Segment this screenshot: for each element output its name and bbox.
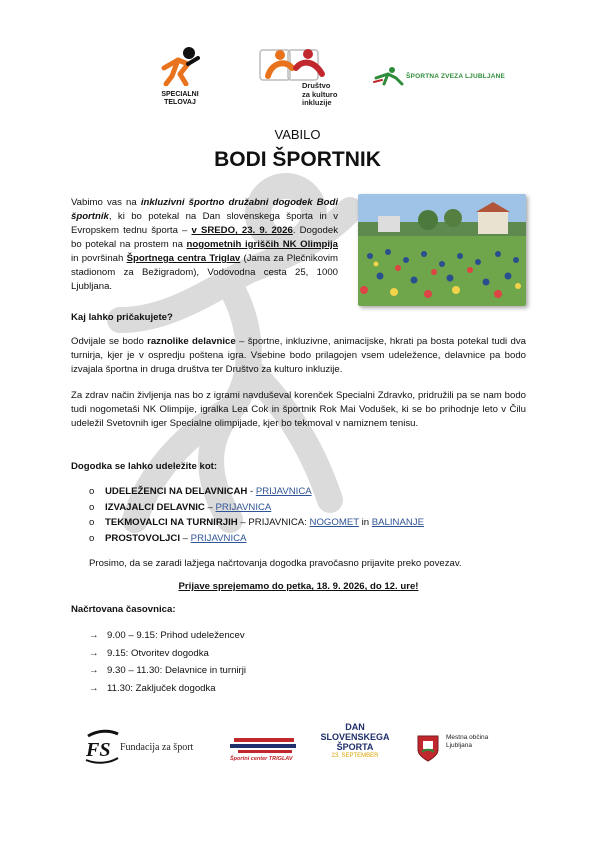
dan-label-1: DAN xyxy=(345,722,365,732)
document-kicker: VABILO xyxy=(274,127,321,142)
bullet-mark: o xyxy=(89,517,95,528)
triglav-label: Športni center TRIGLAV xyxy=(230,756,293,762)
prijavnica-link-izvajalci[interactable]: PRIJAVNICA xyxy=(215,501,272,513)
expect-paragraph-1 xyxy=(71,335,526,377)
schedule-item: 9.00 – 9.15: Prihod udeležencev xyxy=(107,630,245,641)
dan-slovenskega-sporta-logo xyxy=(320,722,390,774)
bullet-mark: o xyxy=(89,486,95,497)
sportni-center-triglav-logo xyxy=(230,734,300,766)
attend-note: Prosimo, da se zaradi lažjega načrtovanja dogodka pravočasno prijavite preko povezav. xyxy=(89,558,462,569)
telovaj-label-2: TELOVAJ xyxy=(164,99,196,106)
list-item xyxy=(71,484,526,500)
mol-label-2: Ljubljana xyxy=(446,742,473,749)
intro-text-5: . Dogodek bo potekal na prostem na xyxy=(71,225,339,250)
expect-p1-a: Odvijale se bodo xyxy=(71,336,148,347)
telovaj-figure-icon xyxy=(158,46,202,86)
telovaj-label-1: SPECIALNI xyxy=(161,91,199,98)
specialni-telovaj-logo xyxy=(150,46,210,112)
drustvo-label-2: za kulturo inkluzije xyxy=(302,89,338,107)
intro-text-3: , ki bo potekal na Dan slovenskega športa in v Evropskem tednu športa – xyxy=(71,211,338,236)
attend-item-label: IZVAJALCI DELAVNIC xyxy=(105,501,205,513)
arrow-icon: → xyxy=(89,665,99,676)
list-item xyxy=(71,500,526,516)
arrow-icon: → xyxy=(89,630,99,641)
triglav-bars-icon xyxy=(230,734,300,754)
list-item xyxy=(71,515,526,531)
schedule-item: 9.15: Otvoritev dogodka xyxy=(107,647,209,659)
intro-date: v SREDO, 23. 9. 2026 xyxy=(191,225,293,236)
fs-monogram-icon xyxy=(84,728,120,764)
intro-text-7: in površinah xyxy=(71,253,127,264)
intro-paragraph xyxy=(71,196,338,294)
svg-text:FS: FS xyxy=(86,739,111,761)
expect-heading xyxy=(71,311,526,325)
deadline xyxy=(71,580,526,594)
szl-label: ŠPORTNA ZVEZA LJUBLJANE xyxy=(406,73,506,80)
arrow-icon: → xyxy=(89,682,99,694)
attend-item-sep: – xyxy=(204,501,216,513)
deadline-text: Prijave sprejemamo do petka, 18. 9. 2026, do 12. ure! xyxy=(178,581,419,592)
drustvo-label-1: Društvo xyxy=(302,81,331,90)
mol-label-1: Mestna občina xyxy=(446,734,489,741)
intro-venue-2: Športnega centra Triglav xyxy=(126,253,241,264)
nogomet-link[interactable]: NOGOMET xyxy=(309,517,359,528)
attend-heading-text: Dogodka se lahko udeležite kot: xyxy=(71,461,218,472)
schedule-item: 9.30 – 11.30: Delavnice in turnirji xyxy=(107,665,247,676)
attend-heading xyxy=(71,460,526,474)
expect-paragraph-2: Za zdrav način življenja nas bo z igrami navduševal korenček Specialni Zdravko, pridružili pa se nam bodo tudi nogometaši NK Olimpije, igralka Lea Cok in športnik Rok Mai Vodušek, ki se bo prihodnje leto v Čilu udeležil Svetovnih iger Specialne olimpijade, kjer bo tekmoval v namiznem tenisu. xyxy=(71,390,526,429)
attend-list xyxy=(71,484,526,546)
fundacija-za-sport-logo xyxy=(84,728,204,764)
dan-label-2: SLOVENSKEGA xyxy=(320,732,390,742)
list-item xyxy=(71,645,526,663)
attend-item-label: UDELEŽENCI NA DELAVNICAH xyxy=(105,486,248,497)
schedule-list xyxy=(71,627,526,697)
schedule-item: 11.30: Zaključek dogodka xyxy=(107,682,216,694)
prijavnica-link-prostovoljci[interactable]: PRIJAVNICA xyxy=(190,532,247,544)
running-figure-icon xyxy=(372,66,404,86)
ljubljana-coat-of-arms-icon xyxy=(416,734,440,762)
prijavnica-link-udelezenci[interactable]: PRIJAVNICA xyxy=(255,486,312,497)
attend-item-join: in xyxy=(358,517,372,528)
dan-label-4: 23. SEPTEMBER xyxy=(331,753,379,759)
expect-p1-c: – športne, inkluzivne, animacijske, hkrati pa bosta potekal tudi dva turnirja, kjer je v ospredju poštena igra. Vsebine bodo prilagojen vsem udeležence, delavnice pa bodo izvajala športna in druga društva ter Društvo za kulturo inkluzije. xyxy=(71,336,526,375)
puzzle-people-icon xyxy=(258,46,350,86)
intro-event-name: inkluzivni športno družabni dogodek Bodi športnik xyxy=(71,197,338,222)
arrow-icon: → xyxy=(89,647,99,659)
list-item xyxy=(71,531,526,547)
attend-item-sep: – xyxy=(180,532,191,544)
attend-item-label: PROSTOVOLJCI xyxy=(105,532,180,544)
bullet-mark: o xyxy=(89,532,95,544)
schedule-heading xyxy=(71,603,526,617)
drustvo-label xyxy=(302,82,350,108)
event-photo xyxy=(358,194,526,306)
schedule-heading-text: Načrtovana časovnica: xyxy=(71,604,176,615)
sportna-zveza-ljubljane-logo xyxy=(372,66,512,86)
document-title: BODI ŠPORTNIK xyxy=(214,148,381,171)
attend-item-sep: – PRIJAVNICA: xyxy=(237,517,310,528)
fundacija-label: Fundacija za šport xyxy=(120,742,194,753)
balinanje-link[interactable]: BALINANJE xyxy=(371,517,424,528)
intro-text-1: Vabimo vas na xyxy=(71,197,141,208)
list-item xyxy=(71,627,526,645)
bullet-mark: o xyxy=(89,501,95,513)
expect-heading-text: Kaj lahko pričakujete? xyxy=(71,312,173,323)
drustvo-kultura-inkluzije-logo xyxy=(258,46,350,112)
intro-text-9: (Jama za Plečnikovim stadionom za Bežigradom), Vodovodna cesta 25, 1000 Ljubljana. xyxy=(71,253,338,292)
attend-item-label: TEKMOVALCI NA TURNIRJIH xyxy=(105,517,238,528)
attend-item-sep: - xyxy=(247,486,256,497)
list-item xyxy=(71,680,526,698)
list-item xyxy=(71,662,526,680)
intro-venue-1: nogometnih igriščih NK Olimpija xyxy=(186,239,338,250)
dan-label-3: ŠPORTA xyxy=(336,742,374,752)
crowd-photo-icon xyxy=(358,194,526,306)
mol-label xyxy=(446,734,488,750)
mestna-obcina-ljubljana-logo xyxy=(416,734,516,764)
expect-p1-b: raznolike delavnice xyxy=(147,336,236,347)
